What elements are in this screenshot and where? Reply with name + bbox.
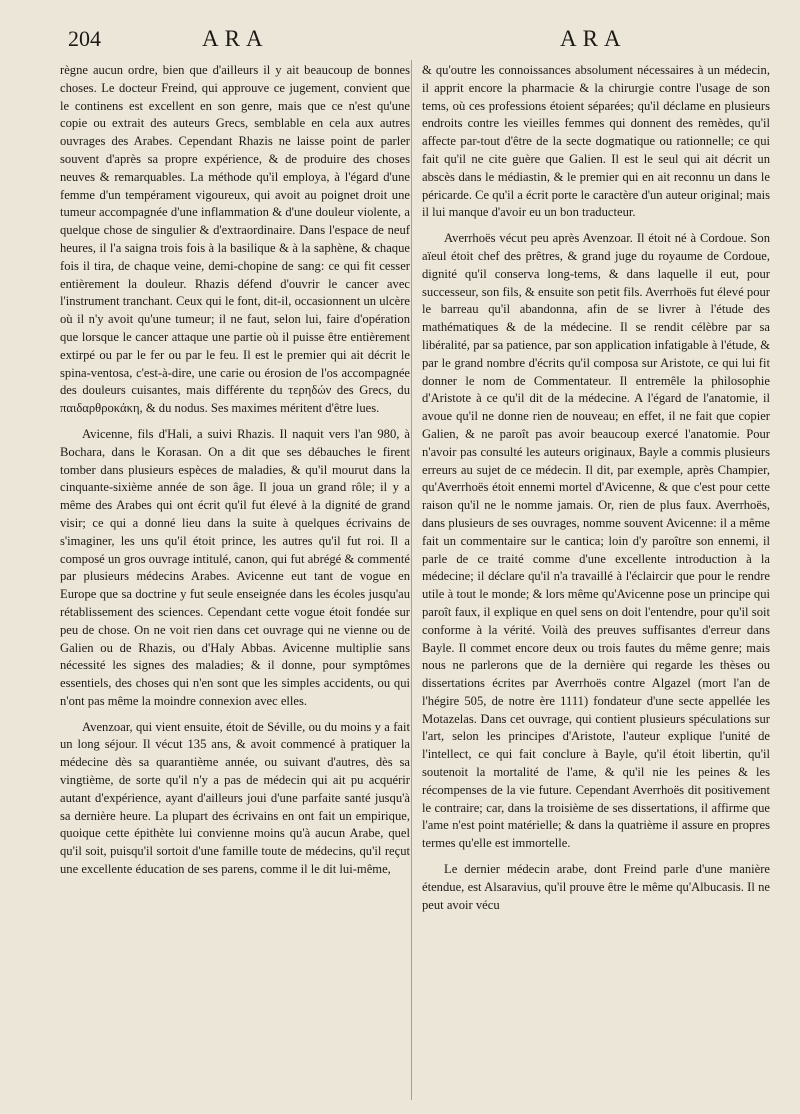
paragraph-avicenne: Avicenne, fils d'Hali, a suivi Rhazis. Il naquit vers l'an 980, à Bochara, dans le Korasan. On a dit que ses débauches le firent tomber dans plusieurs espèces de maladies, & qu'il mourut dans la cinquante-sixième année de son âge. Il joua un grand rôle; il y a même des Arabes qui ont écrit qu'il fut élevé à la dignité de grand visir; ce qui a donné lieu dans la suite à quelques écrivains de s'imaginer, les uns qu'il étoit prince, les autres qu'il fut roi. Il a composé un gros ouvrage intitulé, canon, qui fut abrégé & commenté par plusieurs médecins Arabes. Avicenne eut tant de vogue en Europe que sa doctrine y fut seule enseignée dans les écoles jusqu'au rétablissement des sciences. Cependant cette vogue étoit fondée sur peu de chose. On ne voit rien dans cet ouvrage qui ne vienne ou de Galien ou de Rhazis, ou d'Haly Abbas. Avicenne multiplie sans nécessité les signes des maladies; & il donne, pour symptômes essentiels, des choses qui n'en sont que les simples accidents, ou qui n'ont pas même la moindre connexion avec elles. xyxy=(60,426,410,708)
left-column xyxy=(60,62,410,879)
paragraph-avenzoar-cont: & qu'outre les connoissances absolument nécessaires à un médecin, il apprit encore la pharmacie & la chirurgie contre l'usage de son tems, où ces professions étoient séparées; qu'il déclame en plusieurs endroits contre les vieilles femmes qui donnent des remèdes, qu'il affecte par-tout d'être de la secte dogmatique ou rationnelle; ce qui fait qu'il ne cite guère que Galien. Il est le seul qui ait décrit un abscès dans le médiastin, & le premier qui en ait reconnu un dans le péricarde. Ce qu'il a écrit porte le caractère d'un auteur original; mais il lui manque d'avoir eu un bon traducteur. xyxy=(422,63,770,220)
page-number: 204 xyxy=(68,26,101,51)
right-column xyxy=(422,62,770,914)
running-title-right: ARA xyxy=(560,26,627,51)
paragraph-rhazis: règne aucun ordre, bien que d'ailleurs il y ait beaucoup de bonnes choses. Le docteur Freind, qui approuve ce jugement, convient que le continens est excellent en son genre, mais que ce n'est qu'une copie ou extrait des auteurs Grecs, semblable en cela aux autres ouvrages des Arabes. Cependant Rhazis ne laisse point de parler souvent d'après sa propre expérience, & de produire des choses neuves & remarquables. La méthode qu'il employa, à l'égard d'une femme d'un tempérament vigoureux, qui avoit au poignet droit une tumeur accompagnée d'une inflammation & d'une douleur violente, a quelque chose de singulier & d'extraordinaire. Dans l'espace de neuf heures, il l'a saigna trois fois à la basilique & à la saphène, & chaque fois il tira, de chaque veine, demi-chopine de sang: ce qui fit cesser entièrement la douleur. Rhazis défend d'ouvrir le cancer avec l'instrument tranchant. Ceux qui le font, dit-il, occasionnent un ulcère où il n'y avoit qu'une tumeur; il ne faut, selon lui, faire d'opération que lorsque le cancer attaque une partie où il puisse être entièrement extirpé ou par le fer ou par le feu. Il est le premier qui ait décrit le spina-ventosa, c'est-à-dire, une carie ou érosion de l'os accompagnée des douleurs cuisantes, mais différente du τερηδών des Grecs, du παιδαρθροκάκη, & du nodus. Ses maximes méritent d'être lues. xyxy=(60,63,410,416)
paragraph-alsaravius: Le dernier médecin arabe, dont Freind parle d'une manière étendue, est Alsaravius, qu'il prouve être le même qu'Albucasis. Il ne peut avoir vécu xyxy=(422,862,770,912)
paragraph-averrhoes: Averrhoës vécut peu après Avenzoar. Il étoit né à Cordoue. Son aïeul étoit chef des prêtres, & grand juge du royaume de Cordoue, dignité qu'il conserva long-tems, & dans laquelle il eut, pour successeur, son fils, & ensuite son petit fils. Averrhoës fut élevé pour le barreau qu'il abandonna, afin de se livrer à l'étude des mathématiques & de la médecine. Il se rendit célèbre par sa libéralité, par sa patience, par son application infatigable à l'étude, & par le grand nombre d'écrits qu'il composa sur Aristote, ce qui lui fit donner le nom de Commentateur. Il entremêle la philosophie d'Aristote à ce qu'il dit de la médecine. A l'égard de l'anatomie, il avoue qu'il ne donne rien de nouveau; en effet, il ne fait que copier Galien, & ne paroît pas avoir beaucoup exercé l'anatomie. Pour n'avoir pas consulté les auteurs originaux, Bayle a commis plusieurs erreurs au sujet de ce médecin. Il dit, par exemple, après Champier, qu'Averrhoës étoit ennemi mortel d'Avicenne, & que c'est pour cette raison qu'il ne le nomme jamais. Or, rien de plus faux. Averrhoës, dans plusieurs de ses ouvrages, nomme souvent Avicenne: il a même fait un commentaire sur le cantica; loin d'y paroître son ennemi, il parle de ce traité comme d'une excellente introduction à la médecine; il déclare qu'il n'a travaillé à l'éclaircir que pour le rendre utile à tout le monde; & lors même qu'Avicenne pose un principe qui paroît faux, il explique en quel sens on doit l'entendre, pour qu'il soit conforme à la vérité. Voilà des preuves suffisantes d'erreur dans Bayle. Il commet encore deux ou trois fautes du même genre; mais nous ne parlerons que de la dernière qui regarde les thèses ou dissertations écrites par Averrhoës contre Algazel (mort l'an de l'hégire 505, de notre ère 1111) fondateur d'une secte appellée les Motazelas. Dans cet ouvrage, qui contient plusieurs spéculations sur l'art, selon les principes d'Aristote, l'auteur explique l'unité de l'intellect, ce qui fait conclure à Bayle, qu'il étoit libertin, qu'il soutenoit la mortalité de l'ame, & qu'il nie les peines & les récompenses de la vie future. Cependant Averrhoës dit positivement le contraire; car, dans la troisième de ses dissertations, il affirme que l'ame n'est point matérielle; & dans la quatrième il assure en propres termes qu'elle est immortelle. xyxy=(422,231,770,851)
paragraph-avenzoar: Avenzoar, qui vient ensuite, étoit de Séville, ou du moins y a fait un long séjour. Il vécut 135 ans, & avoit commencé à pratiquer la médecine dès sa quarantième année, ou suivant d'autres, dès sa vingtième, de sorte qu'il n'y a pas de médecin qui ait pu acquérir autant d'expérience, ayant d'ailleurs joui d'une parfaite santé jusqu'à sa dernière heure. La plupart des écrivains en ont fait un empirique, quoique cette épithète lui convienne moins qu'à aucun Arabe, quel qu'il soit, puisqu'il sortoit d'une famille toute de médecins, qu'il reçut une excellente éducation de ses parens, comme il le dit lui-même, xyxy=(60,719,410,877)
column-divider xyxy=(411,60,412,1100)
page-header xyxy=(0,26,800,56)
running-title-left: ARA xyxy=(202,26,269,51)
